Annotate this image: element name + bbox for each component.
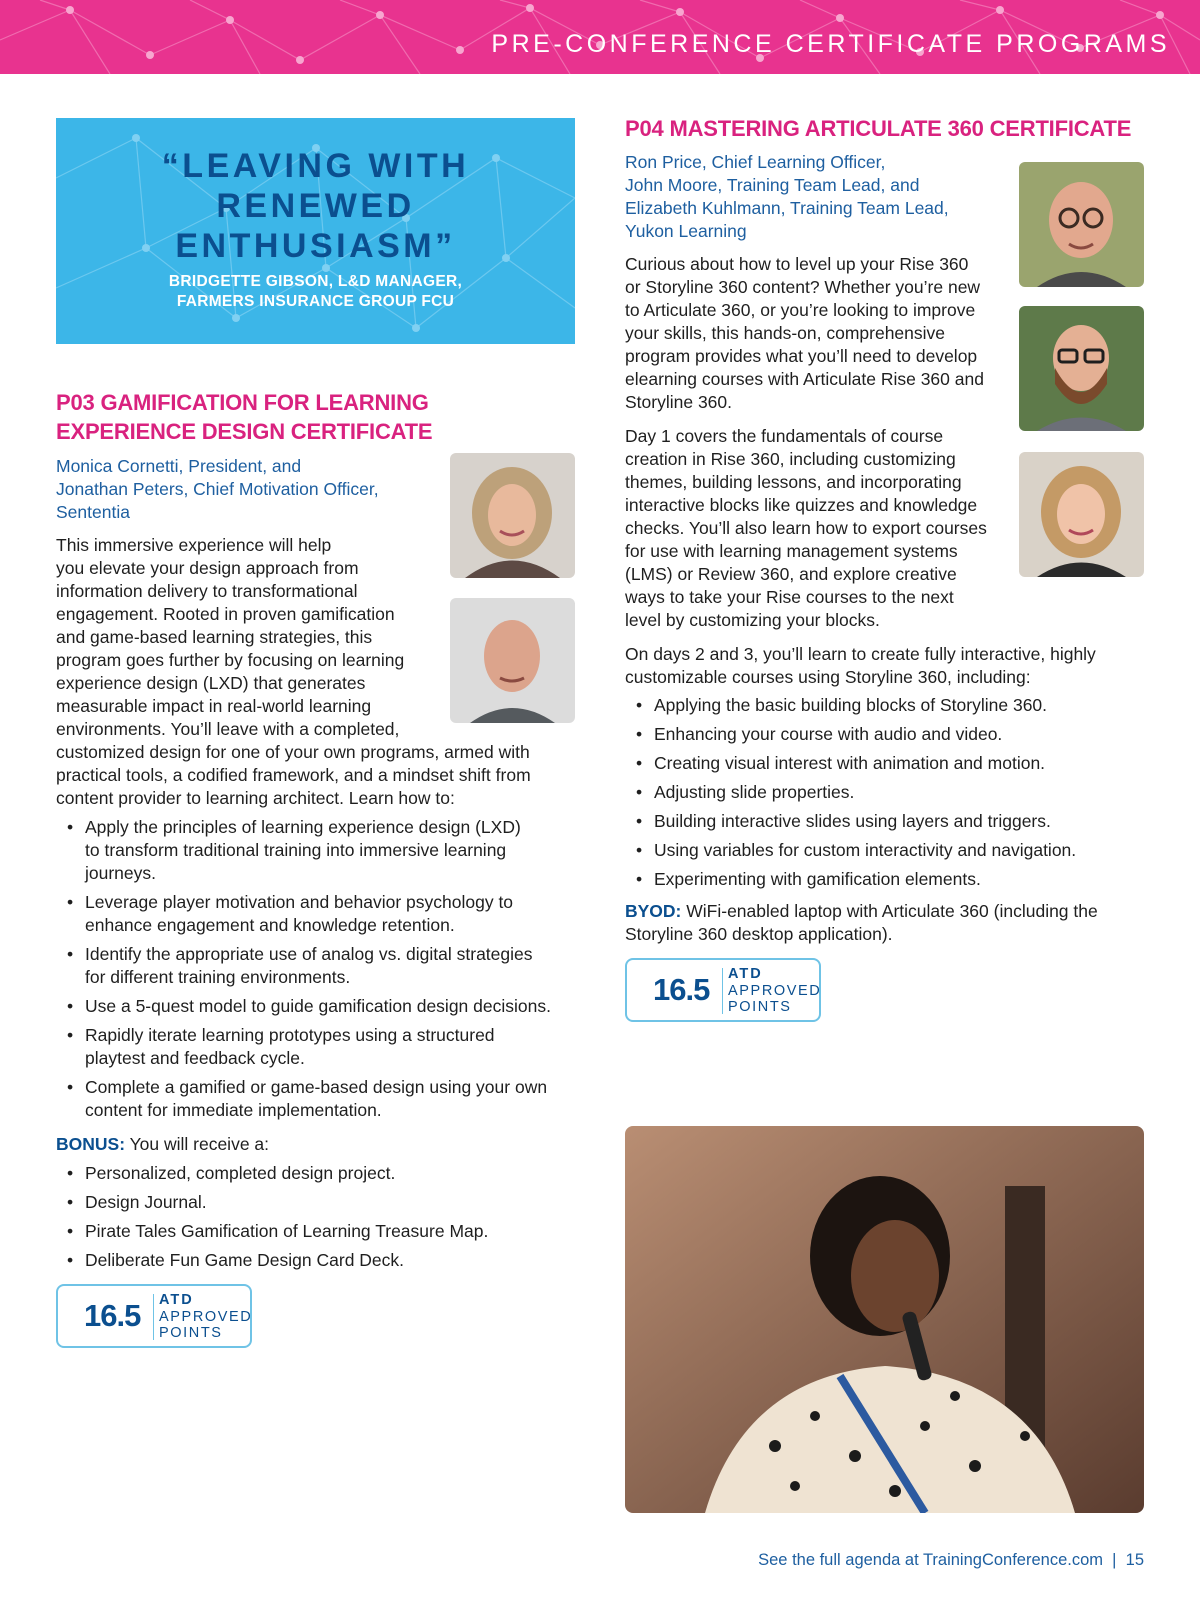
- atd-points-value: 16.5: [653, 972, 710, 1007]
- text-line: environments. You’ll leave with a completed,: [56, 719, 400, 739]
- title-line: P03 GAMIFICATION FOR LEARNING: [56, 390, 429, 415]
- presenter-photo-man-glasses: [1019, 162, 1144, 287]
- text-line: measurable impact in real-world learning: [56, 696, 372, 716]
- text-line: elearning courses with Articulate Rise 360 and: [625, 369, 984, 389]
- text-line: and game-based learning strategies, this: [56, 627, 373, 647]
- text-line: This immersive experience will help: [56, 535, 332, 555]
- badge-line: ATD: [159, 1292, 194, 1308]
- p04-title: P04 MASTERING ARTICULATE 360 CERTIFICATE: [625, 116, 1132, 141]
- text-line: engagement. Rooted in proven gamification: [56, 604, 395, 624]
- text-line: WiFi-enabled laptop with Articulate 360 (including the: [681, 901, 1098, 921]
- badge-line: POINTS: [159, 1325, 223, 1341]
- quote-text: [56, 146, 575, 266]
- list-item: • Apply the principles of learning experience design (LXD) to transform traditional training into immersive learning journeys.: [56, 816, 586, 885]
- list-item: • Pirate Tales Gamification of Learning Treasure Map.: [56, 1220, 586, 1243]
- presenter-line: Ron Price, Chief Learning Officer,: [625, 152, 886, 172]
- presenter-photo-man-beard: [1019, 306, 1144, 431]
- text-line: themes, building lessons, and incorporating: [625, 472, 962, 492]
- p03-title: [56, 388, 432, 446]
- list-item: • Leverage player motivation and behavior psychology to enhance engagement and knowledge retention.: [56, 891, 586, 937]
- text-line: you elevate your design approach from: [56, 558, 359, 578]
- list-item: • Rapidly iterate learning prototypes using a structured playtest and feedback cycle.: [56, 1024, 586, 1070]
- text-line: Curious about how to level up your Rise 360: [625, 254, 969, 274]
- presenter-line: Monica Cornetti, President, and: [56, 456, 302, 476]
- byod-label: BYOD:: [625, 901, 682, 921]
- text-line: program goes further by focusing on learning: [56, 650, 405, 670]
- list-item: • Enhancing your course with audio and video.: [625, 723, 1185, 746]
- badge-line: APPROVED: [728, 983, 822, 999]
- list-item: • Creating visual interest with animation and motion.: [625, 752, 1185, 775]
- speaker-photo: [625, 1126, 1144, 1513]
- list-item: • Personalized, completed design project.: [56, 1162, 586, 1185]
- text-line: interactive blocks like quizzes and knowledge: [625, 495, 978, 515]
- text-line: (LMS) or Review 360, and explore creative: [625, 564, 957, 584]
- p04-topics-list: [625, 694, 1185, 897]
- text-line: ways to take your Rise courses to the next: [625, 587, 954, 607]
- bonus-label: BONUS:: [56, 1134, 126, 1154]
- presenter-line: Sententia: [56, 502, 130, 522]
- attribution-line: BRIDGETTE GIBSON, L&D MANAGER,: [168, 273, 463, 290]
- atd-points-badge: [56, 1284, 252, 1348]
- list-item: • Design Journal.: [56, 1191, 586, 1214]
- text-line: On days 2 and 3, you’ll learn to create fully interactive, highly: [625, 644, 1096, 664]
- p04-presenters: [625, 151, 949, 243]
- text-line: Storyline 360.: [625, 392, 733, 412]
- presenter-photo-woman-blonde: [1019, 452, 1144, 577]
- presenter-line: Jonathan Peters, Chief Motivation Officer,: [56, 479, 379, 499]
- text-line: level by customizing your blocks.: [625, 610, 880, 630]
- list-item: • Identify the appropriate use of analog vs. digital strategies for different training environments.: [56, 943, 586, 989]
- text-line: customizable courses using Storyline 360, including:: [625, 667, 1031, 687]
- text-line: checks. You’ll also learn how to export courses: [625, 518, 987, 538]
- badge-divider: [722, 968, 723, 1014]
- list-item: • Use a 5-quest model to guide gamification design decisions.: [56, 995, 586, 1018]
- list-item: • Using variables for custom interactivity and navigation.: [625, 839, 1185, 862]
- p03-bonus-line: [56, 1133, 269, 1156]
- list-item: • Applying the basic building blocks of Storyline 360.: [625, 694, 1185, 717]
- atd-points-badge: [625, 958, 821, 1022]
- presenter-line: John Moore, Training Team Lead, and: [625, 175, 920, 195]
- attribution-line: FARMERS INSURANCE GROUP FCU: [176, 293, 455, 310]
- atd-points-value: 16.5: [84, 1298, 141, 1333]
- p04-days2-3-paragraph: [625, 643, 1096, 689]
- list-item: • Building interactive slides using layers and triggers.: [625, 810, 1185, 833]
- quote-attribution: [56, 272, 575, 312]
- text-line: experience design (LXD) that generates: [56, 673, 366, 693]
- list-item: • Deliberate Fun Game Design Card Deck.: [56, 1249, 586, 1272]
- quote-line: “LEAVING WITH: [161, 147, 470, 185]
- p04-day1-paragraph: [625, 425, 987, 632]
- p04-intro-paragraph: [625, 253, 984, 414]
- header-title: PRE-CONFERENCE CERTIFICATE PROGRAMS: [491, 30, 1170, 58]
- text-line: content provider to learning architect. Learn how to:: [56, 788, 455, 808]
- presenter-photo-man: [450, 598, 575, 723]
- list-item: • Adjusting slide properties.: [625, 781, 1185, 804]
- text-line: Day 1 covers the fundamentals of course: [625, 426, 944, 446]
- text-line: or Storyline 360 content? Whether you’re new: [625, 277, 981, 297]
- badge-line: APPROVED: [159, 1309, 253, 1325]
- text-line: Storyline 360 desktop application).: [625, 924, 893, 944]
- text-line: for use with learning management systems: [625, 541, 958, 561]
- testimonial-quote-box: [56, 118, 575, 344]
- presenter-line: Elizabeth Kuhlmann, Training Team Lead,: [625, 198, 949, 218]
- header-banner: [0, 0, 1200, 74]
- p04-byod-note: [625, 900, 1098, 946]
- presenter-line: Yukon Learning: [625, 221, 747, 241]
- badge-divider: [153, 1294, 154, 1340]
- page-footer: See the full agenda at TrainingConference.com | 15: [758, 1551, 1144, 1569]
- bonus-text: You will receive a:: [125, 1134, 270, 1154]
- badge-line: POINTS: [728, 999, 792, 1015]
- text-line: practical tools, a codified framework, and a mindset shift from: [56, 765, 531, 785]
- list-item: • Complete a gamified or game-based design using your own content for immediate implementation.: [56, 1076, 586, 1122]
- text-line: program provides what you’ll need to develop: [625, 346, 978, 366]
- text-line: your skills, this hands-on, comprehensive: [625, 323, 946, 343]
- p03-presenters: [56, 455, 379, 524]
- quote-line: ENTHUSIASM”: [175, 227, 456, 265]
- list-item: • Experimenting with gamification elements.: [625, 868, 1185, 891]
- text-line: customized design for one of your own programs, armed with: [56, 742, 530, 762]
- text-line: to Articulate 360, or you’re looking to improve: [625, 300, 976, 320]
- title-line: EXPERIENCE DESIGN CERTIFICATE: [56, 419, 433, 444]
- text-line: creation in Rise 360, including customizing: [625, 449, 956, 469]
- badge-line: ATD: [728, 966, 763, 982]
- quote-line: RENEWED: [216, 187, 415, 225]
- presenter-photo-woman: [450, 453, 575, 578]
- p03-learning-objectives: [56, 816, 586, 1128]
- p03-bonus-items: [56, 1162, 586, 1278]
- text-line: information delivery to transformational: [56, 581, 358, 601]
